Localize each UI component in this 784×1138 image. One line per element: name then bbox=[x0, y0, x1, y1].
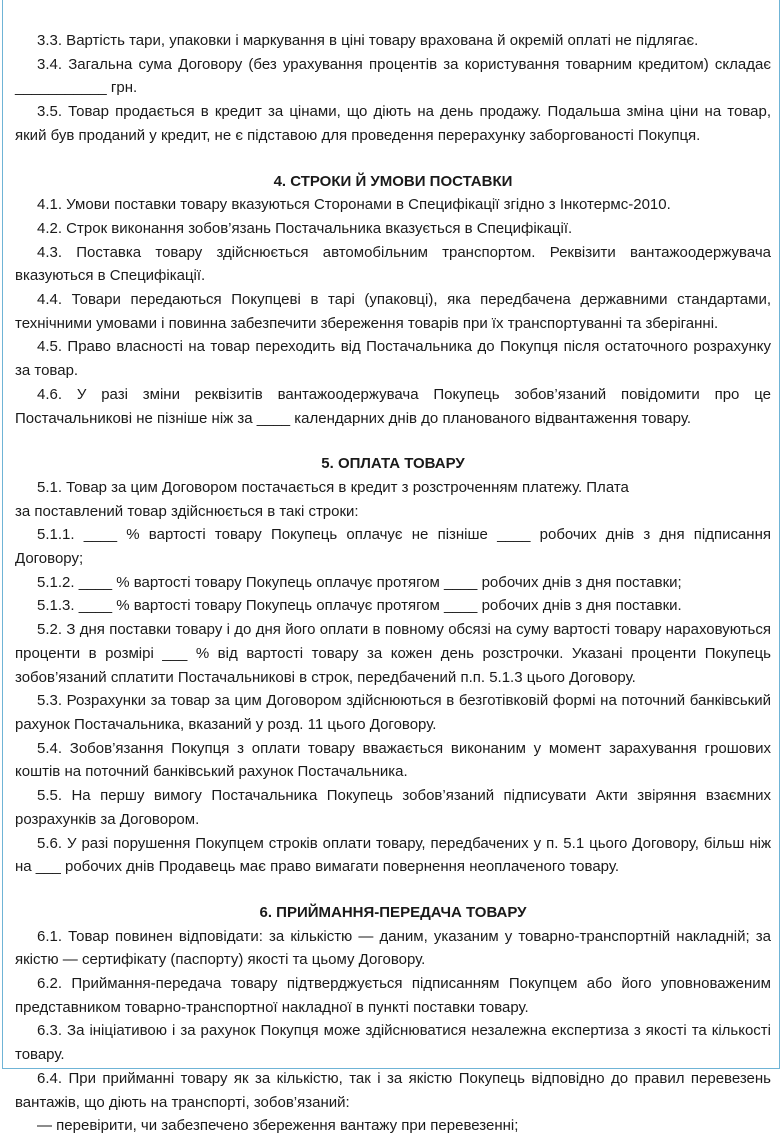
clause-4-2: 4.2. Строк виконання зобов’язань Постачальника вказується в Специфікації. bbox=[37, 219, 573, 237]
clause-3-4: 3.4. Загальна сума Договору (без урахування процентів за користування товарним кредитом) складає ___________ грн. bbox=[15, 55, 771, 97]
section-4-heading: 4. СТРОКИ Й УМОВИ ПОСТАВКИ bbox=[273, 172, 513, 190]
clause-5-3: 5.3. Розрахунки за товар за цим Договором здійснюються в безготівковій формі на поточний банківський рахунок Постачальника, вказаний у розд. 11 цього Договору. bbox=[15, 692, 771, 733]
clause-5-6: 5.6. У разі порушення Покупцем строків оплати товару, передбачених у п. 5.1 цього Договору, більш ніж на ___ робочих днів Продавець має право вимагати повернення неоплаченого товару. bbox=[15, 834, 771, 876]
clause-6-3: 6.3. За ініціативою і за рахунок Покупця може здійснюватися незалежна експертиза з якості та кількості товару. bbox=[15, 1022, 771, 1064]
section-6-heading: 6. ПРИЙМАННЯ-ПЕРЕДАЧА ТОВАРУ bbox=[259, 903, 527, 921]
clause-4-6: 4.6. У разі зміни реквізитів вантажоодержувача Покупець зобов’язаний повідомити про це Постачальникові не пізніше ніж за ____ календарних днів до планованого відвантаження товару. bbox=[15, 385, 771, 427]
clause-5-1-continued: за поставлений товар здійснюється в такі строки: bbox=[15, 502, 359, 520]
contract-document bbox=[15, 29, 771, 1138]
clause-6-4-item: — перевірити, чи забезпечено збереження вантажу при перевезенні; bbox=[37, 1117, 519, 1135]
clause-3-5: 3.5. Товар продається в кредит за цінами, що діють на день продажу. Подальша зміна ціни на товар, який був проданий у кредит, не є підставою для проведення перерахунку заборгованості Покупця. bbox=[15, 103, 771, 144]
clause-3-3: 3.3. Вартість тари, упаковки і маркування в ціні товару врахована й окремій оплаті не підлягає. bbox=[37, 32, 699, 49]
clause-6-4: 6.4. При прийманні товару як за кількістю, так і за якістю Покупець відповідно до правил перевезень вантажів, що діють на транспорті, зобов’язаний: bbox=[15, 1069, 771, 1111]
clause-5-1: 5.1. Товар за цим Договором постачається в кредит з розстроченням платежу. Плата bbox=[37, 478, 629, 496]
clause-5-1-2: 5.1.2. ____ % вартості товару Покупець оплачує протягом ____ робочих днів з дня поставки; bbox=[37, 573, 682, 591]
clause-5-5: 5.5. На першу вимогу Постачальника Покупець зобов’язаний підписувати Акти звіряння взаємних розрахунків за Договором. bbox=[15, 787, 771, 828]
clause-4-3: 4.3. Поставка товару здійснюється автомобільним транспортом. Реквізити вантажоодержувача вказуються в Специфікації. bbox=[15, 243, 771, 285]
clause-4-1: 4.1. Умови поставки товару вказуються Сторонами в Специфікації згідно з Інкотермс-2010. bbox=[37, 196, 671, 214]
clause-4-5: 4.5. Право власності на товар переходить від Постачальника до Покупця після остаточного розрахунку за товар. bbox=[15, 338, 771, 380]
clause-4-4: 4.4. Товари передаються Покупцеві в тарі (упаковці), яка передбачена державними стандартами, технічними умовами і повинна забезпечити збереження товарів при їх транспортуванні та зберіганні. bbox=[15, 291, 771, 332]
clause-5-1-3: 5.1.3. ____ % вартості товару Покупець оплачує протягом ____ робочих днів з дня поставки. bbox=[37, 597, 682, 615]
clause-5-2: 5.2. З дня поставки товару і до дня його оплати в повному обсязі на суму вартості товару нараховуються проценти в розмірі ___ % від вартості товару за кожен день розстрочки. Указані проценти Покупець зобов’язаний сплатити Постачальникові в строк, передбачений п.п. 5.1.3 цього Договору. bbox=[15, 621, 771, 686]
section-5-heading: 5. ОПЛАТА ТОВАРУ bbox=[321, 455, 465, 473]
clause-6-2: 6.2. Приймання-передача товару підтверджується підписанням Покупцем або його уповноваженим представником товарно-транспортної накладної в пункті поставки товару. bbox=[15, 975, 771, 1016]
clause-6-1: 6.1. Товар повинен відповідати: за кількістю — даним, указаним у товарно-транспортній накладній; за якістю — сертифікату (паспорту) якості та цьому Договору. bbox=[15, 927, 771, 969]
clause-5-4: 5.4. Зобов’язання Покупця з оплати товару вважається виконаним у момент зарахування грошових коштів на поточний банківський рахунок Постачальника. bbox=[15, 739, 771, 781]
clause-5-1-1: 5.1.1. ____ % вартості товару Покупець оплачує не пізніше ____ робочих днів з дня підписання Договору; bbox=[15, 526, 771, 568]
